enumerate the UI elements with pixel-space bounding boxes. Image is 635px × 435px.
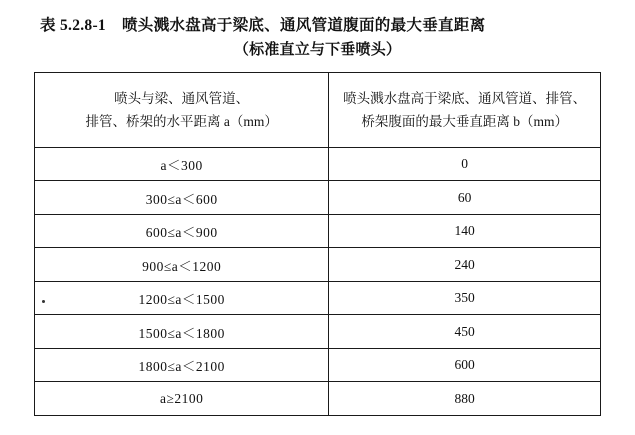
- column-header-max-vertical-distance-line-1: 喷头溅水盘高于梁底、通风管道、排管、: [343, 90, 587, 106]
- table-number: 表 5.2.8-1: [40, 17, 106, 34]
- column-header-max-vertical-distance-line-2: 桥架腹面的最大垂直距离 b（mm）: [361, 113, 568, 129]
- table-caption-line-1: [40, 14, 601, 37]
- table-row: [35, 348, 601, 382]
- cell-max-vertical-distance: 60: [329, 181, 601, 215]
- cell-horizontal-distance: 1500≤a＜1800: [35, 315, 329, 349]
- cell-max-vertical-distance: 600: [329, 348, 601, 382]
- cell-max-vertical-distance: 350: [329, 281, 601, 315]
- cell-horizontal-distance: 1200≤a＜1500: [35, 281, 329, 315]
- cell-max-vertical-distance: 140: [329, 214, 601, 248]
- table-title-primary: 喷头溅水盘高于梁底、通风管道腹面的最大垂直距离: [122, 17, 486, 34]
- table-body: [35, 147, 601, 415]
- cell-horizontal-distance: a≥2100: [35, 382, 329, 416]
- table-caption-line-2: （标准直立与下垂喷头）: [233, 42, 402, 59]
- table-row: [35, 248, 601, 282]
- table-row: [35, 382, 601, 416]
- cell-max-vertical-distance: 450: [329, 315, 601, 349]
- cell-horizontal-distance: 300≤a＜600: [35, 181, 329, 215]
- table-row: [35, 181, 601, 215]
- cell-max-vertical-distance: 0: [329, 147, 601, 181]
- spec-table: [34, 72, 601, 416]
- column-header-horizontal-distance-line-2: 排管、桥架的水平距离 a（mm）: [85, 113, 278, 129]
- table-row: [35, 281, 601, 315]
- table-header-row: [35, 72, 601, 147]
- column-header-horizontal-distance-line-1: 喷头与梁、通风管道、: [114, 90, 250, 106]
- table-row: [35, 315, 601, 349]
- cell-horizontal-distance: a＜300: [35, 147, 329, 181]
- margin-dot-mark: [42, 300, 45, 303]
- cell-horizontal-distance: 900≤a＜1200: [35, 248, 329, 282]
- cell-max-vertical-distance: 880: [329, 382, 601, 416]
- cell-max-vertical-distance: 240: [329, 248, 601, 282]
- column-header-max-vertical-distance: [329, 72, 601, 147]
- table-row: [35, 214, 601, 248]
- column-header-horizontal-distance: [35, 72, 329, 147]
- cell-horizontal-distance: 600≤a＜900: [35, 214, 329, 248]
- cell-horizontal-distance: 1800≤a＜2100: [35, 348, 329, 382]
- table-row: [35, 147, 601, 181]
